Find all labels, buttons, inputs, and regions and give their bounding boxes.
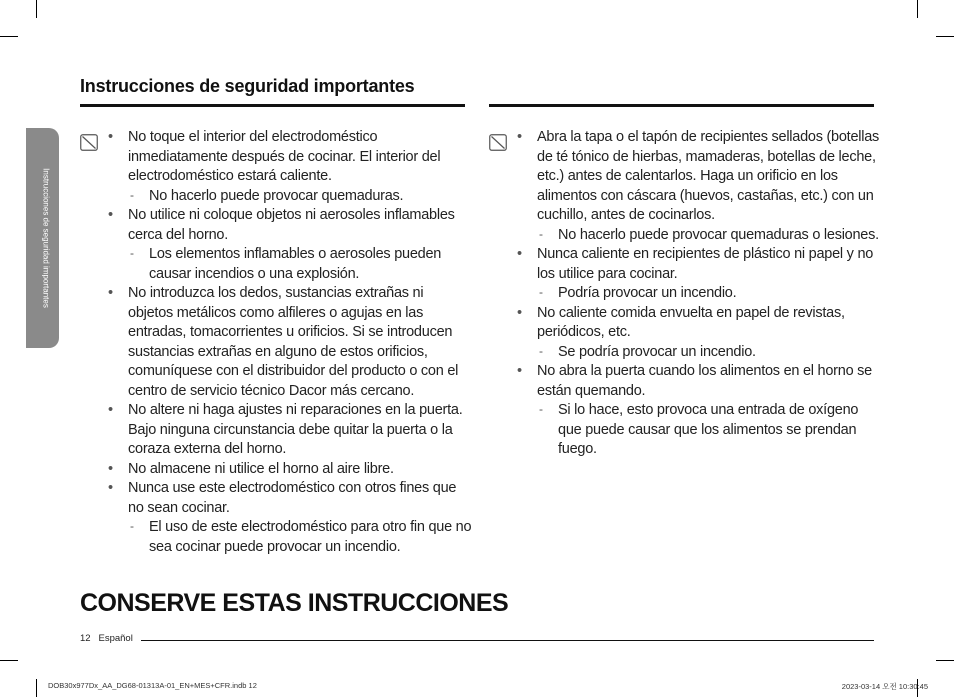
left-bullet-list: [80, 128, 472, 557]
sub-bullet-list: [128, 187, 472, 207]
bullet-item: [537, 304, 881, 363]
crop-mark: [36, 0, 37, 18]
bullet-item: [537, 245, 881, 304]
sub-bullet-list: [537, 343, 881, 363]
sub-bullet-item: - Se podría provocar un incendio.: [558, 343, 881, 363]
crop-mark: [0, 36, 18, 37]
section-title: Instrucciones de seguridad importantes: [80, 76, 415, 96]
sub-bullet-list: [537, 401, 881, 460]
bullet-item: [128, 128, 472, 206]
sub-bullet-item: - No hacerlo puede provocar quemaduras o lesiones.: [558, 226, 881, 246]
crop-mark: [0, 660, 18, 661]
footer-rule: [141, 640, 874, 641]
bullet-item: [537, 362, 881, 460]
prohibition-note-icon: [489, 134, 507, 151]
sub-bullet-list: [128, 518, 472, 557]
bullet-item: [128, 460, 472, 480]
bullet-text: No altere ni haga ajustes ni reparaciones en la puerta. Bajo ninguna circunstancia debe quitar la puerta o la coraza externa del horno.: [128, 402, 463, 457]
sidebar-tab-label: Instrucciones de seguridad importantes: [41, 168, 51, 308]
sub-bullet-list: [537, 284, 881, 304]
bullet-text: Nunca use este electrodoméstico con otros fines que no sean cocinar.: [128, 480, 457, 516]
footer-page: [80, 633, 133, 644]
bullet-text: No abra la puerta cuando los alimentos en el horno se están quemando.: [537, 363, 872, 399]
bullet-item: [128, 401, 472, 460]
crop-mark: [936, 660, 954, 661]
section-rule-right: [489, 104, 874, 107]
page-number: 12: [80, 633, 91, 644]
sub-bullet-item: - El uso de este electrodoméstico para otro fin que no sea cocinar puede provocar un incendio.: [149, 518, 472, 557]
bullet-text: No utilice ni coloque objetos ni aerosoles inflamables cerca del horno.: [128, 207, 455, 243]
conserve-heading: CONSERVE ESTAS INSTRUCCIONES: [80, 589, 509, 617]
crop-mark: [36, 679, 37, 697]
sub-bullet-list: [537, 226, 881, 246]
sub-bullet-item: - No hacerlo puede provocar quemaduras.: [149, 187, 472, 207]
section-rule-left: [80, 104, 465, 107]
bullet-item: [537, 128, 881, 245]
bullet-text: No almacene ni utilice el horno al aire libre.: [128, 460, 394, 477]
page-language: Español: [98, 633, 133, 644]
bullet-text: No toque el interior del electrodoméstico inmediatamente después de cocinar. El interior del electrodoméstico estará caliente.: [128, 129, 441, 184]
bullet-item: [128, 206, 472, 284]
print-file-info: DOB30x977Dx_AA_DG68-01313A-01_EN+MES+CFR.indb 12: [48, 681, 257, 690]
left-column: [80, 128, 472, 557]
sub-bullet-item: - Podría provocar un incendio.: [558, 284, 881, 304]
bullet-text: No introduzca los dedos, sustancias extrañas ni objetos metálicos como alfileres o agujas en las entradas, tomacorrientes u orificios. Si se introducen sustancias extrañas en alguno de estos orificios, comuníquese con el distribuidor del producto o con el centro de servicio técnico Dacor más cercano.: [128, 285, 459, 399]
bullet-text: Abra la tapa o el tapón de recipientes sellados (botellas de té tónico de hierbas, mamaderas, botellas de leche, etc.) antes de calentarlos. Haga un orificio en los alimentos con cáscara (huevos, castañas, etc.) con un cuchillo, antes de cocinarlos.: [537, 129, 880, 223]
prohibition-note-icon: [80, 134, 98, 151]
bullet-text: No caliente comida envuelta en papel de revistas, periódicos, etc.: [537, 304, 845, 340]
right-bullet-list: [489, 128, 881, 460]
print-timestamp: 2023-03-14 오전 10:30:45: [841, 682, 928, 691]
sub-bullet-item: - Los elementos inflamables o aerosoles pueden causar incendios o una explosión.: [149, 245, 472, 284]
right-column: [489, 128, 881, 460]
crop-mark: [917, 0, 918, 18]
bullet-text: Nunca caliente en recipientes de plástico ni papel y no los utilice para cocinar.: [537, 246, 874, 282]
sub-bullet-list: [128, 245, 472, 284]
crop-mark: [936, 36, 954, 37]
bullet-item: [128, 284, 472, 401]
bullet-item: [128, 479, 472, 557]
sub-bullet-item: - Si lo hace, esto provoca una entrada de oxígeno que puede causar que los alimentos se prendan fuego.: [558, 401, 881, 460]
